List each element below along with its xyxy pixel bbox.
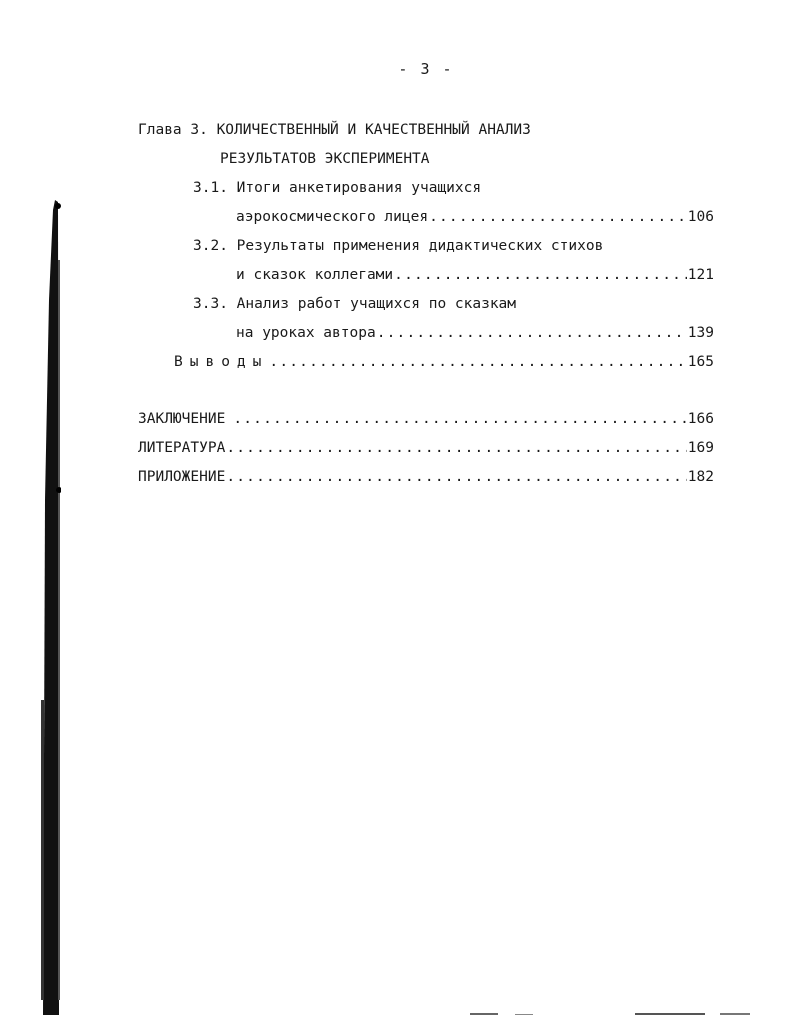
chapter-heading-line1: Глава 3. КОЛИЧЕСТВЕННЫЙ И КАЧЕСТВЕННЫЙ АНАЛИЗ	[138, 122, 531, 138]
back-matter-label: ЗАКЛЮЧЕНИЕ	[138, 411, 226, 427]
section-title-line2: и сказок коллегами	[236, 267, 394, 283]
page-ref: 169	[687, 440, 714, 456]
page-ref: 182	[687, 469, 714, 485]
conclusions-label: Выводы	[174, 354, 269, 370]
toc-entry-zaklyuchenie[interactable]	[138, 410, 714, 428]
section-number: 3.1.	[193, 180, 228, 196]
section-3-2-title	[193, 237, 603, 255]
toc-entry-prilozhenie[interactable]	[138, 468, 714, 486]
leader-dots	[377, 324, 687, 342]
section-3-3-title	[193, 295, 516, 313]
page-ref: 139	[687, 325, 714, 341]
section-title-line2: аэрокосмического лицея	[236, 209, 429, 225]
toc-entry-3-1[interactable]	[236, 208, 714, 226]
toc-entry-literatura[interactable]	[138, 439, 714, 457]
page-ref: 121	[687, 267, 714, 283]
section-number: 3.3.	[193, 296, 228, 312]
section-title-line1: Результаты применения дидактических стихов	[236, 238, 604, 254]
chapter-heading-line2: РЕЗУЛЬТАТОВ ЭКСПЕРИМЕНТА	[220, 151, 430, 167]
leader-dots	[269, 353, 686, 371]
back-matter-label: ПРИЛОЖЕНИЕ	[138, 469, 226, 485]
section-3-1-title	[193, 179, 481, 197]
leader-dots	[394, 266, 687, 284]
leader-dots	[226, 439, 686, 457]
page-number: - 3 -	[398, 60, 454, 78]
toc-entry-conclusions[interactable]	[174, 353, 714, 371]
page-ref: 165	[687, 354, 714, 370]
page-ref: 166	[687, 411, 714, 427]
leader-dots	[233, 410, 686, 428]
scan-binding-edge	[41, 200, 61, 1015]
section-title-line2: на уроках автора	[236, 325, 376, 341]
leader-dots	[226, 468, 686, 486]
toc-entry-3-3[interactable]	[236, 324, 714, 342]
section-number: 3.2.	[193, 238, 228, 254]
section-title-line1: Итоги анкетирования учащихся	[236, 180, 482, 196]
leader-dots	[429, 208, 687, 226]
section-title-line1: Анализ работ учащихся по сказкам	[236, 296, 517, 312]
toc-entry-3-2[interactable]	[236, 266, 714, 284]
back-matter-label: ЛИТЕРАТУРА	[138, 440, 226, 456]
scan-bottom-marks	[470, 1008, 770, 1018]
page-ref: 106	[687, 209, 714, 225]
